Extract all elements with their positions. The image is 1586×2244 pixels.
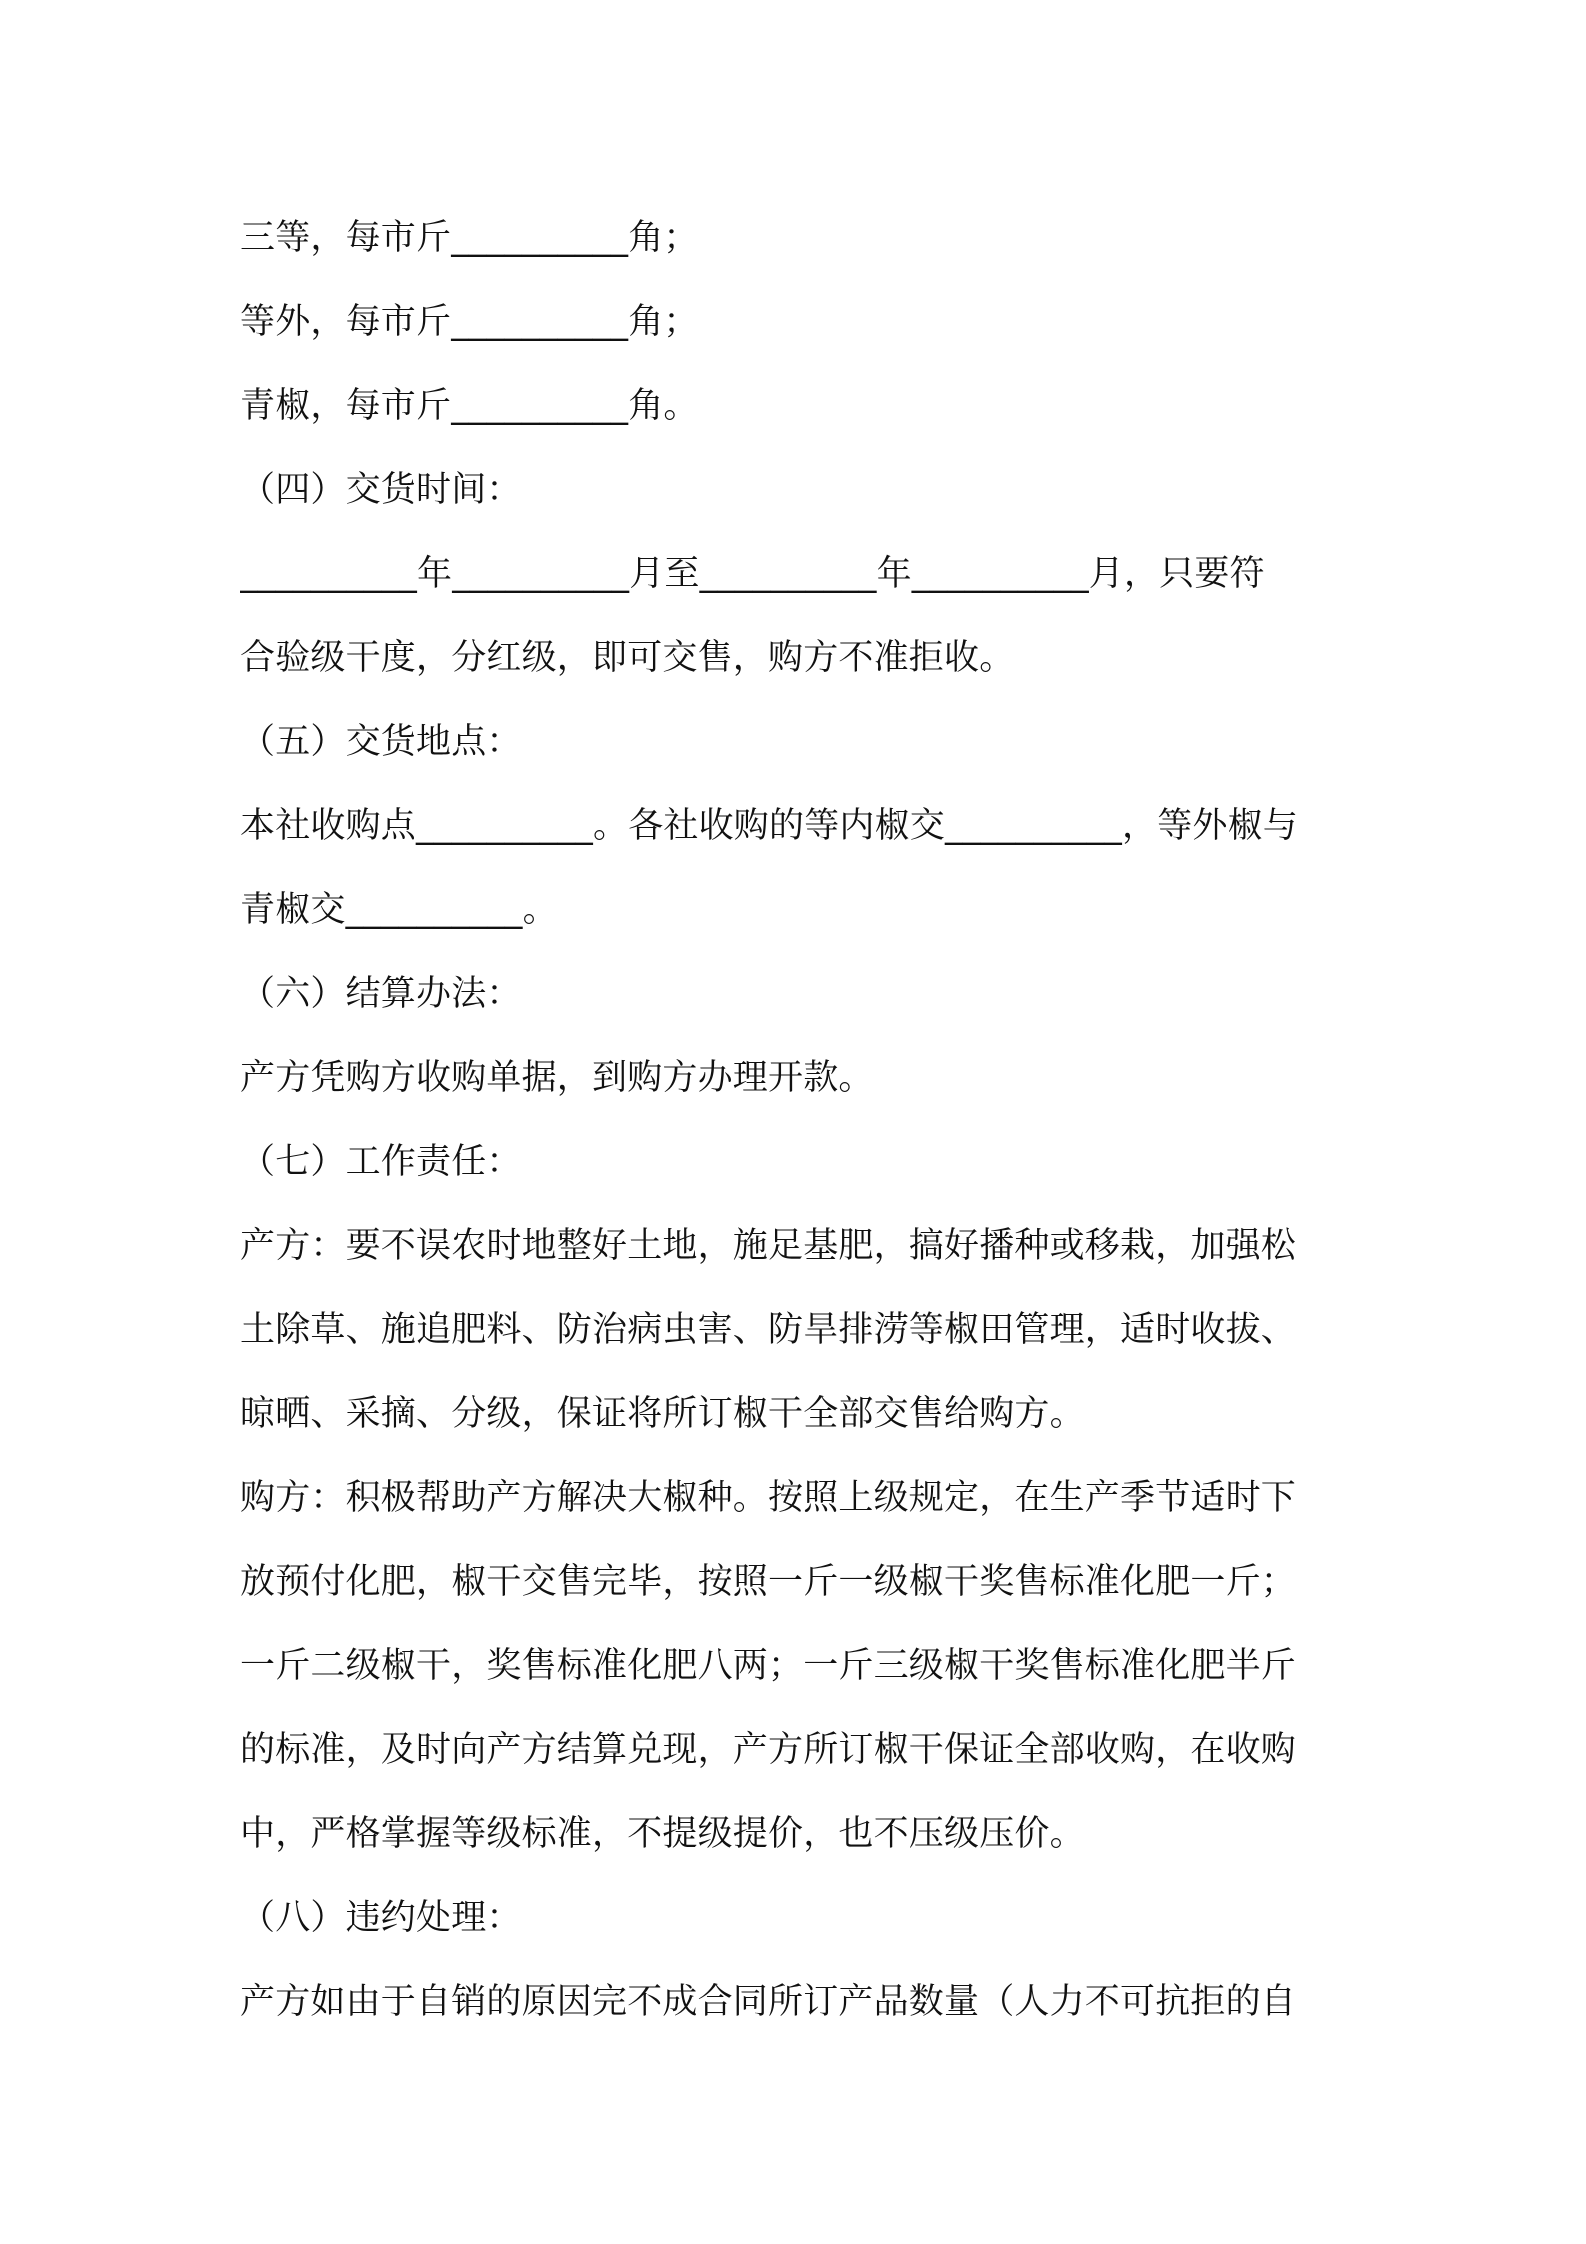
paragraph-line: 放预付化肥，椒干交售完毕，按照一斤一级椒干奖售标准化肥一斤； <box>240 1562 1297 1602</box>
paragraph-line: 合验级干度，分红级，即可交售，购方不准拒收。 <box>240 638 1015 678</box>
paragraph-line: 产方如由于自销的原因完不成合同所订产品数量（人力不可抗拒的自 <box>240 1982 1297 2022</box>
price-line-grade-three: 三等，每市斤__________角； <box>240 218 699 258</box>
document-body <box>240 196 1360 2044</box>
section-heading-breach: （八）违约处理： <box>240 1898 522 1938</box>
price-line-green-pepper: 青椒，每市斤__________角。 <box>240 386 699 426</box>
price-line-ungraded: 等外，每市斤__________角； <box>240 302 699 342</box>
paragraph-line: 土除草、施追肥料、防治病虫害、防旱排涝等椒田管理，适时收拔、 <box>240 1310 1297 1350</box>
section-heading-responsibility: （七）工作责任： <box>240 1142 522 1182</box>
paragraph-line: 晾晒、采摘、分级，保证将所订椒干全部交售给购方。 <box>240 1394 1085 1434</box>
paragraph-line: __________年__________月至__________年__________月，只要符 <box>240 554 1265 594</box>
section-heading-delivery-time: （四）交货时间： <box>240 470 522 510</box>
paragraph-line: 本社收购点__________。各社收购的等内椒交__________，等外椒与 <box>240 806 1299 846</box>
paragraph-line: 中，严格掌握等级标准，不提级提价，也不压级压价。 <box>240 1814 1085 1854</box>
paragraph-line: 青椒交__________。 <box>240 890 558 930</box>
paragraph-line: 产方：要不误农时地整好土地，施足基肥，搞好播种或移栽，加强松 <box>240 1226 1297 1266</box>
paragraph-line: 购方：积极帮助产方解决大椒种。按照上级规定，在生产季节适时下 <box>240 1478 1297 1518</box>
paragraph-line: 的标准，及时向产方结算兑现，产方所订椒干保证全部收购，在收购 <box>240 1730 1297 1770</box>
paragraph-line: 一斤二级椒干，奖售标准化肥八两；一斤三级椒干奖售标准化肥半斤 <box>240 1646 1297 1686</box>
section-heading-delivery-place: （五）交货地点： <box>240 722 522 762</box>
section-heading-settlement: （六）结算办法： <box>240 974 522 1014</box>
paragraph-line: 产方凭购方收购单据，到购方办理开款。 <box>240 1058 874 1098</box>
